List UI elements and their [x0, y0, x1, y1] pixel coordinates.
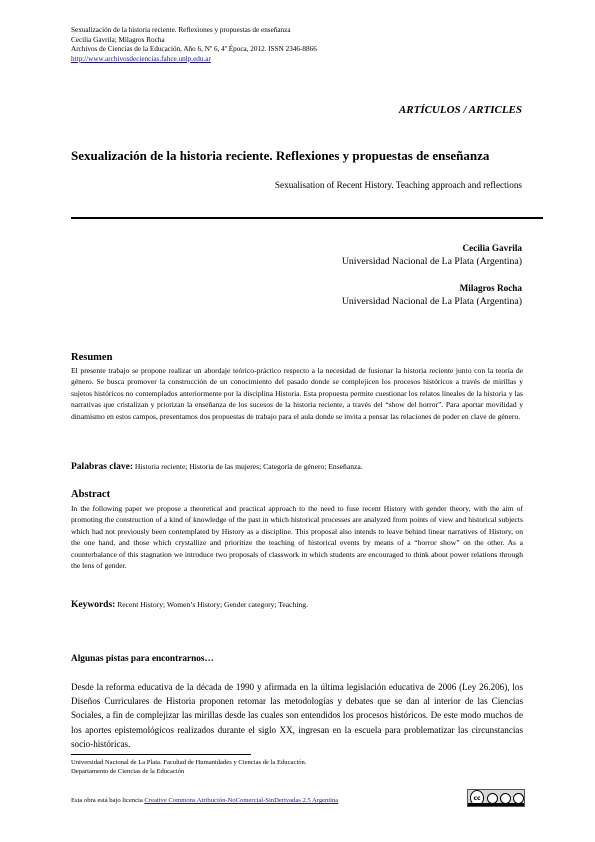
author-affiliation: Universidad Nacional de La Plata (Argentina)	[341, 256, 522, 267]
section-label: ARTÍCULOS / ARTICLES	[398, 104, 522, 116]
palabras-clave	[71, 462, 363, 472]
author-block	[342, 282, 522, 308]
author-block	[342, 242, 522, 268]
resumen-heading: Resumen	[71, 352, 113, 363]
footer-institution	[71, 758, 306, 776]
article-title: Sexualización de la historia reciente. Reflexiones y propuestas de enseñanza	[71, 148, 490, 163]
cc-logo: cc	[470, 790, 484, 806]
author-affiliation: Universidad Nacional de La Plata (Argentina)	[341, 296, 522, 307]
nc-icon	[500, 793, 511, 804]
header-article-title: Sexualización de la historia reciente. Reflexiones y propuestas de enseñanza	[71, 26, 291, 34]
keywords-label: Keywords:	[71, 600, 116, 610]
license-prefix: Esta obra está bajo licencia	[71, 797, 143, 804]
author-name: Cecilia Gavrila	[462, 243, 522, 253]
header-authors: Cecilia Gavrila; Milagros Rocha	[71, 35, 165, 44]
keywords	[71, 600, 308, 610]
footer-line: Departamento de Ciencias de la Educación	[71, 768, 185, 775]
title-divider	[71, 217, 543, 219]
nd-icon	[513, 793, 524, 804]
section-heading: Algunas pistas para encontrarnos…	[71, 654, 214, 664]
license-notice	[71, 797, 338, 804]
abstract-text: In the following paper we propose a theoretical and practical approach to the need to fuse recent History with gender theory, with the aim of promoting the construction of a kind of knowledge of the past in which historical processes are analyzed from points of view and historical subjects which had not previously been contemplated by History as a discipline. This proposal also intends to leave behind linear narratives of History, on the one hand, and those which crystallize and prioritize the teaching of historical events by means of a “horror show” on the other. As a counterbalance of this stagnation we introduce two proposals of classwork in which students are encouraged to think about power relations through the lens of gender.	[71, 504, 523, 571]
keywords-text: Recent History; Women’s History; Gender category; Teaching.	[117, 600, 308, 609]
palabras-clave-label: Palabras clave:	[71, 462, 134, 472]
footer-line: Universidad Nacional de La Plata. Facultad de Humanidades y Ciencias de la Educación.	[71, 759, 307, 766]
header-journal: Archivos de Ciencias de la Educación, Año 6, Nº 6, 4º Época, 2012. ISSN 2346-8866	[71, 45, 317, 54]
header-journal-link[interactable]: http://www.archivosdeciencias.fahce.unlp.edu.ar	[71, 54, 211, 63]
cc-badge-strip	[468, 803, 524, 806]
running-header	[71, 26, 317, 64]
section-body: Desde la reforma educativa de la década de 1990 y afirmada en la última legislación educativa de 2006 (Ley 26.206), los Diseños Curriculares de Historia proponen retomar las metodologías y debates que se dan al interior de las Ciencias Sociales, a fin de complejizar las mirillas desde las cuales son entendidos los procesos históricos. De este modo muchos de los aportes epistemológicos realizados durante el siglo XX, ingresan en la escuela para problematizar las circunstancias socio-históricas.	[71, 682, 523, 749]
cc-license-badge-icon[interactable]	[467, 789, 525, 807]
footnote-divider	[71, 754, 251, 755]
resumen-text: El presente trabajo se propone realizar un abordaje teórico-práctico respecto a la necesidad de fusionar la historia reciente junto con la teoría de género. Se busca promover la construcción de un conocimiento del pasado donde se complejicen los procesos históricos a través de mirillas y sujetos históricos no contemplados anteriormente por la disciplina Historia. Esta propuesta permite cuestionar los relatos lineales de la historia y las narrativas que cristalizan y priorizan la enseñanza de los sucesos de la historia reciente, a través del “show del horror”. Para aportar movilidad y dinamismo en estos campos, presentamos dos propuestas de trabajo para el aula donde se invita a pensar las relaciones de poder en clave de género.	[71, 366, 523, 421]
palabras-clave-text: Historia reciente; Historia de las mujeres; Categoría de género; Enseñanza.	[134, 462, 363, 471]
abstract-heading: Abstract	[71, 489, 111, 500]
article-subtitle: Sexualisation of Recent History. Teaching approach and reflections	[274, 180, 522, 190]
license-link[interactable]: Creative Commons Atribución-NoComercial-SinDerivadas 2.5 Argentina	[144, 797, 339, 804]
author-name: Milagros Rocha	[459, 283, 522, 293]
by-icon	[487, 793, 498, 804]
